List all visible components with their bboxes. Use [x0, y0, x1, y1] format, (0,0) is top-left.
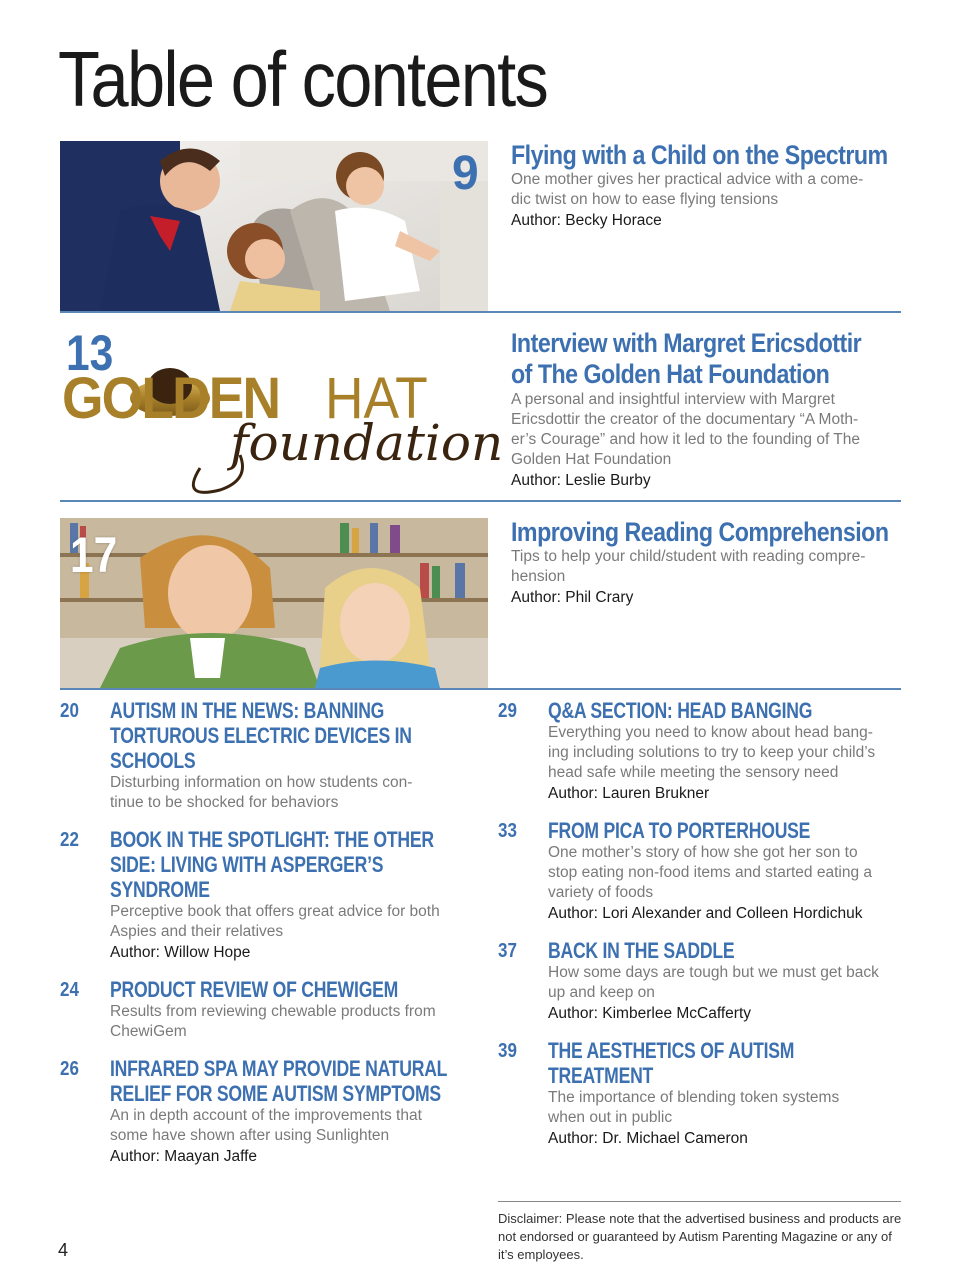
- divider: [60, 688, 901, 690]
- item-title[interactable]: INFRARED SPA MAY PROVIDE NATURAL RELIEF FOR SOME AUTISM SYMPTOMS: [110, 1056, 448, 1106]
- featured-page-number-9: 9: [452, 147, 479, 200]
- feature-desc-reading: Tips to help your child/student with reading compre- hension: [511, 548, 866, 585]
- feature-author-flying: Author: Becky Horace: [511, 212, 662, 229]
- disclaimer-text: Disclaimer: Please note that the advertised business and products are not endorsed or guaranteed by Autism Parenting Magazine or any of it’s employees.: [498, 1211, 902, 1262]
- item-title[interactable]: AUTISM IN THE NEWS: BANNING TORTUROUS ELECTRIC DEVICES IN SCHOOLS: [110, 698, 412, 773]
- golden-hat-foundation-logo[interactable]: [60, 360, 504, 500]
- item-author: Author: Lauren Brukner: [548, 785, 710, 802]
- feature-desc-golden-hat: A personal and insightful interview with Margret Ericsdottir the creator of the documentary “A Moth- er’s Courage” and how it led to the founding of The Golden Hat Foundation: [511, 391, 860, 468]
- item-desc: Results from reviewing chewable products from ChewiGem: [110, 1003, 436, 1040]
- logo-foundation-text: foundation: [230, 414, 504, 472]
- item-page-number: 22: [60, 829, 79, 851]
- item-title[interactable]: Q&A SECTION: HEAD BANGING: [548, 698, 813, 723]
- item-author: Author: Willow Hope: [110, 944, 251, 961]
- item-desc: Everything you need to know about head bang- ing including solutions to try to keep your child’s head safe while meeting the sensory need: [548, 724, 876, 781]
- feature-author-golden-hat: Author: Leslie Burby: [511, 472, 651, 489]
- item-page-number: 39: [498, 1040, 517, 1062]
- divider: [60, 311, 901, 313]
- item-desc: Perceptive book that offers great advice for both Aspies and their relatives: [110, 903, 440, 940]
- item-page-number: 29: [498, 700, 517, 722]
- item-page-number: 20: [60, 700, 79, 722]
- logo-golden-text: GOLDEN: [62, 366, 280, 431]
- item-desc: An in depth account of the improvements that some have shown after using Sunlighten: [110, 1107, 422, 1144]
- page-number: 4: [58, 1240, 69, 1260]
- feature-title-reading[interactable]: Improving Reading Comprehension: [511, 517, 889, 547]
- item-author: Author: Maayan Jaffe: [110, 1148, 258, 1165]
- item-title[interactable]: PRODUCT REVIEW OF CHEWIGEM: [110, 977, 399, 1002]
- disclaimer-divider: [498, 1201, 901, 1202]
- item-title[interactable]: BACK IN THE SADDLE: [548, 938, 735, 963]
- item-desc: One mother’s story of how she got her son to stop eating non-food items and started eating a variety of foods: [548, 844, 872, 901]
- divider: [60, 500, 901, 502]
- reading-article-photo[interactable]: [60, 518, 488, 688]
- logo-hat-text: HAT: [325, 366, 428, 431]
- classroom-illustration: [60, 518, 488, 688]
- item-title[interactable]: THE AESTHETICS OF AUTISM TREATMENT: [548, 1038, 795, 1088]
- item-page-number: 33: [498, 820, 517, 842]
- item-author: Author: Lori Alexander and Colleen Hordichuk: [548, 905, 863, 922]
- airplane-cabin-illustration: [60, 141, 488, 311]
- item-desc: Disturbing information on how students con- tinue to be shocked for behaviors: [110, 774, 413, 811]
- featured-page-number-13: 13: [66, 325, 114, 381]
- flying-article-photo[interactable]: [60, 141, 488, 311]
- page-title: Table of contents: [58, 35, 548, 123]
- item-desc: How some days are tough but we must get back up and keep on: [548, 964, 879, 1001]
- item-author: Author: Dr. Michael Cameron: [548, 1130, 748, 1147]
- item-page-number: 24: [60, 979, 79, 1001]
- feature-title-golden-hat[interactable]: Interview with Margret Ericsdottir of The Golden Hat Foundation: [511, 328, 862, 389]
- feature-title-flying[interactable]: Flying with a Child on the Spectrum: [511, 140, 888, 170]
- item-title[interactable]: FROM PICA TO PORTERHOUSE: [548, 818, 811, 843]
- item-desc: The importance of blending token systems when out in public: [548, 1089, 840, 1126]
- item-author: Author: Kimberlee McCafferty: [548, 1005, 752, 1022]
- item-title[interactable]: BOOK IN THE SPOTLIGHT: THE OTHER SIDE: LIVING WITH ASPERGER’S SYNDROME: [110, 827, 434, 902]
- featured-page-number-17: 17: [70, 527, 118, 583]
- feature-desc-flying: One mother gives her practical advice with a come- dic twist on how to ease flying tensions: [511, 171, 864, 208]
- feature-author-reading: Author: Phil Crary: [511, 589, 634, 606]
- item-page-number: 37: [498, 940, 517, 962]
- item-page-number: 26: [60, 1058, 79, 1080]
